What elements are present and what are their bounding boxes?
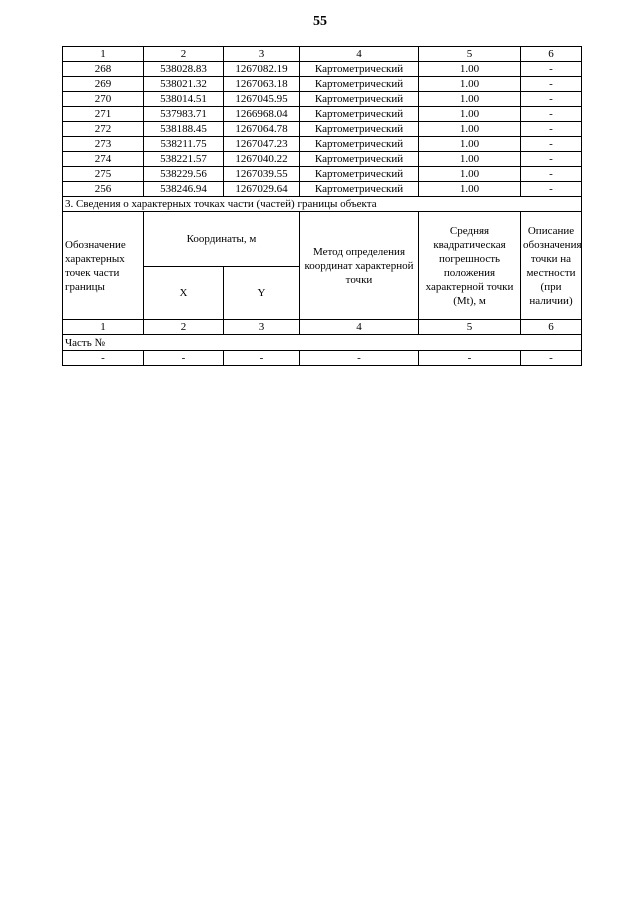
- method: Картометрический: [300, 122, 419, 137]
- description: -: [521, 92, 582, 107]
- table-row: [63, 167, 582, 182]
- point-number: 268: [63, 62, 144, 77]
- header-error: Средняя квадратическая погрешность положения характерной точки (Мt), м: [419, 212, 521, 320]
- coord-y: 1267029.64: [224, 182, 300, 197]
- point-number: 274: [63, 152, 144, 167]
- part-label-row: [63, 335, 582, 351]
- table-row: [63, 92, 582, 107]
- table-row: [63, 107, 582, 122]
- coord-y: 1267039.55: [224, 167, 300, 182]
- method: Картометрический: [300, 62, 419, 77]
- coord-y: 1267045.95: [224, 92, 300, 107]
- coord-x: 538028.83: [144, 62, 224, 77]
- point-number: 272: [63, 122, 144, 137]
- description: -: [521, 122, 582, 137]
- column-number: 5: [419, 320, 521, 335]
- error-value: 1.00: [419, 167, 521, 182]
- header-coordinates: Координаты, м: [144, 212, 300, 267]
- section-column-number-row: [63, 320, 582, 335]
- column-number: 3: [224, 320, 300, 335]
- page-number: 55: [313, 14, 327, 29]
- coord-y: 1267047.23: [224, 137, 300, 152]
- column-number: 2: [144, 47, 224, 62]
- coord-x: 538221.57: [144, 152, 224, 167]
- coord-y: 1266968.04: [224, 107, 300, 122]
- empty-cell: -: [63, 351, 144, 366]
- point-number: 256: [63, 182, 144, 197]
- error-value: 1.00: [419, 107, 521, 122]
- table-row: [63, 182, 582, 197]
- coord-x: 538229.56: [144, 167, 224, 182]
- method: Картометрический: [300, 167, 419, 182]
- point-number: 269: [63, 77, 144, 92]
- section-title: 3. Сведения о характерных точках части (частей) границы объекта: [63, 197, 582, 212]
- header-description: Описание обозначения точки на местности (при наличии): [521, 212, 582, 320]
- method: Картометрический: [300, 107, 419, 122]
- table-row: [63, 152, 582, 167]
- column-number: 1: [63, 320, 144, 335]
- coord-x: 538021.32: [144, 77, 224, 92]
- empty-cell: -: [300, 351, 419, 366]
- method: Картометрический: [300, 182, 419, 197]
- empty-cell: -: [144, 351, 224, 366]
- part-label: Часть №: [63, 335, 582, 351]
- description: -: [521, 62, 582, 77]
- empty-cell: -: [224, 351, 300, 366]
- description: -: [521, 107, 582, 122]
- error-value: 1.00: [419, 137, 521, 152]
- coord-x: 538246.94: [144, 182, 224, 197]
- description: -: [521, 182, 582, 197]
- table-row: [63, 122, 582, 137]
- table-row: [63, 351, 582, 366]
- point-number: 271: [63, 107, 144, 122]
- header-designation: Обозначение характерных точек части границы: [63, 212, 144, 320]
- empty-cell: -: [521, 351, 582, 366]
- column-number: 6: [521, 320, 582, 335]
- section-title-row: [63, 197, 582, 212]
- column-number: 6: [521, 47, 582, 62]
- point-number: 273: [63, 137, 144, 152]
- empty-cell: -: [419, 351, 521, 366]
- method: Картометрический: [300, 92, 419, 107]
- coord-y: 1267064.78: [224, 122, 300, 137]
- point-number: 270: [63, 92, 144, 107]
- description: -: [521, 152, 582, 167]
- coord-y: 1267063.18: [224, 77, 300, 92]
- table-row: [63, 77, 582, 92]
- error-value: 1.00: [419, 122, 521, 137]
- coord-y: 1267040.22: [224, 152, 300, 167]
- description: -: [521, 77, 582, 92]
- coordinates-table: [62, 46, 582, 366]
- coord-x: 538188.45: [144, 122, 224, 137]
- column-number: 4: [300, 320, 419, 335]
- table-row: [63, 137, 582, 152]
- header-method: Метод определения координат характерной точки: [300, 212, 419, 320]
- table-row: [63, 62, 582, 77]
- column-number-row: [63, 47, 582, 62]
- error-value: 1.00: [419, 77, 521, 92]
- coord-x: 538211.75: [144, 137, 224, 152]
- column-number: 4: [300, 47, 419, 62]
- method: Картометрический: [300, 77, 419, 92]
- error-value: 1.00: [419, 152, 521, 167]
- column-number: 3: [224, 47, 300, 62]
- error-value: 1.00: [419, 92, 521, 107]
- coord-x: 538014.51: [144, 92, 224, 107]
- error-value: 1.00: [419, 182, 521, 197]
- column-number: 2: [144, 320, 224, 335]
- method: Картометрический: [300, 137, 419, 152]
- column-number: 1: [63, 47, 144, 62]
- coord-x: 537983.71: [144, 107, 224, 122]
- point-number: 275: [63, 167, 144, 182]
- description: -: [521, 167, 582, 182]
- coord-y: 1267082.19: [224, 62, 300, 77]
- header-y: Y: [224, 267, 300, 320]
- description: -: [521, 137, 582, 152]
- header-x: X: [144, 267, 224, 320]
- method: Картометрический: [300, 152, 419, 167]
- column-number: 5: [419, 47, 521, 62]
- section-header-row: [63, 212, 582, 267]
- error-value: 1.00: [419, 62, 521, 77]
